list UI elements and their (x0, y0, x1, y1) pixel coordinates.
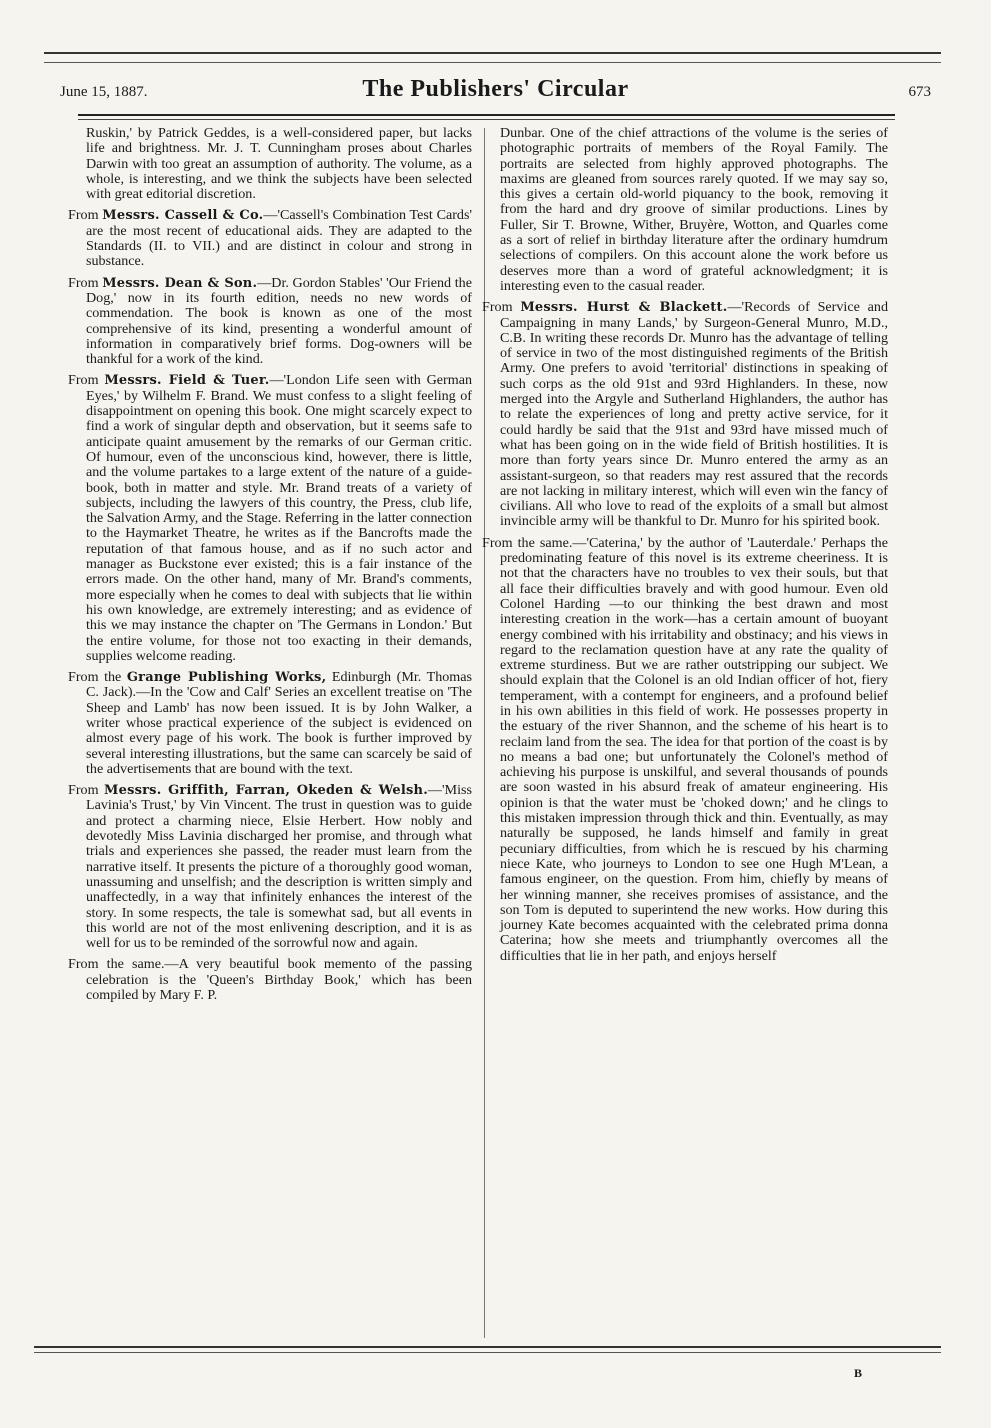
paragraph-lead: From the same. (482, 534, 573, 551)
footer-rule-thin (34, 1352, 941, 1353)
paragraph-lead: From (68, 782, 105, 799)
header-rule (78, 114, 895, 116)
review-text: —'Miss Lavinia's Trust,' by Vin Vincent. The trust in question was to guide and protect a charming niece, Elsie Herbert. How nobly and devotedly Miss Lavinia discharged her promise, and through what trials and experiences she passed, the reader must learn from the narrative itself. It presents the picture of a thoroughly good woman, unassuming and unselfish; and the description is written simply and unaffectedly, in a way that infinitely enhances the interest of the story. In some respects, the tale is somewhat sad, but all events in this world are not of the most enlivening description, and it is as well for us to be reminded of the sorrowful now and again. (86, 782, 472, 952)
review-paragraph (68, 208, 472, 269)
top-border-rule (44, 52, 941, 63)
left-column (68, 126, 472, 1009)
signature-mark: B (854, 1366, 863, 1380)
review-paragraph (68, 957, 472, 1003)
paragraph-lead: From (68, 207, 103, 224)
paragraph-lead: From the same. (68, 956, 165, 973)
footer-rule (34, 1346, 941, 1348)
issue-date: June 15, 1887. (60, 84, 148, 100)
paragraph-lead: From (68, 372, 105, 389)
review-text: Edinburgh (Mr. Thomas C. Jack).—In the 'Cow and Calf' Series an excellent treatise on 'The Sheep and Lamb' has now been issued. It is by John Walker, a writer whose practical experience of the subject is evidenced on almost every page of his work. The book is further improved by several interesting illustrations, but the same can scarcely be said of the advertisements that are bound with the text. (86, 669, 472, 777)
review-text: Dunbar. One of the chief attractions of the volume is the series of photographic portraits of members of the Royal Family. The portraits are selected from highly approved photographs. The maxims are gleaned from sources rarely quoted. If we may say so, this gives a certain old-world piquancy to the book, removing it from the hard and dry groove of similar productions. Lines by Fuller, Sir T. Browne, Wither, Bruyère, Wotton, and Quarles come as a sort of relief in birthday literature after the ordinary humdrum selections of compilers. On this account alone the work before us deserves more than a word of grateful acknowledgment; it is interesting even to the casual reader. (500, 125, 888, 294)
publisher-name: Messrs. Hurst & Blackett. (520, 300, 728, 316)
review-paragraph (68, 276, 472, 368)
header-rule-thin (78, 119, 895, 120)
page-number: 673 (908, 84, 931, 100)
page-header (60, 76, 931, 112)
review-paragraph (482, 300, 888, 529)
paragraph-lead: From (68, 274, 103, 291)
review-text: —Dr. Gordon Stables' 'Our Friend the Dog,' now in its fourth edition, needs no new words of commendation. The book is known as one of the most comprehensive of its kind, presenting a wonderful amount of information in comparatively brief forms. Dog-owners will be thankful for a work of the kind. (86, 274, 472, 368)
review-text: —'Caterina,' by the author of 'Lauterdale.' Perhaps the predominating feature of this novel is its extreme cheeriness. It is not that the characters have no troubles to vex their souls, but that all face their difficulties bravely and with good humour. Even old Colonel Harding —to our thinking the best drawn and most interesting creation in the work—has a certain amount of buoyant energy combined with his irritability and obstinacy; and his views in regard to the reclamation question have at any rate the quality of extreme sturdiness. But we are rather outstripping our subject. We should explain that the Colonel is an old Indian officer of hot, fiery temperament, with a contempt for engineers, and a profound belief in his own abilities in this field of work. He possesses property in the estuary of the river Shannon, and the scheme of his heart is to reclaim land from the sea. The idea for that portion of the coast is by no means a bad one; but unfortunately the Colonel's method of achieving his purpose is unskilful, and several thousands of pounds are soon wasted in his absurd freak of amateur engineering. His opinion is that the water must be 'choked down;' and he clings to this mistaken impression through thick and thin. Eventually, as may naturally be supposed, he lands himself and family in great pecuniary difficulties, from which he is rescued by his charming niece Kate, who journeys to London to see one Hugh M'Lean, a famous engineer, on the question. From him, chiefly by means of her winning manner, she receives promises of assistance, and the son Tom is deputed to superintend the new works. How during this journey Kate becomes acquainted with the celebrated prima donna Caterina; how she meets and triumphantly overcomes all the difficulties that lie in her path, and enjoys herself (500, 534, 888, 964)
paragraph-lead: From (482, 299, 521, 316)
publisher-name: Messrs. Field & Tuer. (104, 373, 270, 389)
review-text: —A very beautiful book memento of the passing celebration is the 'Queen's Birthday Book,' which has been compiled by Mary F. P. (86, 956, 472, 1004)
review-paragraph (68, 126, 472, 202)
paragraph-lead: From the (68, 669, 127, 686)
review-text: —'London Life seen with German Eyes,' by Wilhelm F. Brand. We must confess to a slight feeling of disappointment on opening this book. One might scarcely expect to find a work of singular depth and observation, but it seems safe to anticipate quaint amusement by the remarks of our German critic. Of humour, even of the unconscious kind, however, there is little, and the volume partakes to a large extent of the nature of a guide-book, both in matter and style. Mr. Brand treats of a variety of subjects, including the lawyers of this country, the Press, club life, the Salvation Army, and the Stage. Referring in the latter connection to the Haymarket Theatre, he writes as if the Bancrofts made the reputation of that famous house, and as if no such actor and manager as Buckstone ever existed; this is a fair instance of the errors made. On the other hand, many of Mr. Brand's comments, more especially when he comes to deal with subjects that lie within his own knowledge, are extremely interesting; and as evidence of this we may instance the chapter on 'The Germans in London.' But the entire volume, for those not too exacting in their demands, supplies welcome reading. (86, 372, 472, 664)
review-text: —'Cassell's Combination Test Cards' are the most recent of educational aids. They are adapted to the Standards (II. to VII.) and are distinct in colour and strong in substance. (86, 207, 472, 270)
publication-title: The Publishers' Circular (362, 76, 629, 102)
publisher-name: Messrs. Griffith, Farran, Okeden & Welsh. (104, 783, 428, 799)
publisher-name: Messrs. Dean & Son. (102, 275, 258, 291)
review-paragraph (68, 373, 472, 664)
review-paragraph (68, 783, 472, 951)
review-paragraph (68, 670, 472, 777)
publisher-name: Grange Publishing Works, (126, 670, 327, 686)
publisher-name: Messrs. Cassell & Co. (102, 208, 264, 224)
right-column (482, 126, 888, 970)
review-text: Ruskin,' by Patrick Geddes, is a well-considered paper, but lacks life and brightness. Mr. J. T. Cunningham proses about Charles Darwin with too great an assumption of authority. The volume, as a whole, is interesting, and we think the subjects have been selected with great editorial discretion. (86, 125, 472, 203)
review-text: —'Records of Service and Campaigning in many Lands,' by Surgeon-General Munro, M.D., C.B. In writing these records Dr. Munro has the advantage of telling of service in two of the most distinguished regiments of the British Army. One prefers to avoid 'territorial' distinctions in speaking of such corps as the old 91st and 93rd Highlanders. In these, now merged into the Argyle and Sutherland Highlanders, the author has to relate the experiences of long and pretty active service, for it could hardly be said that the 91st and 93rd have missed much of what has been going on in the wide field of British hostilities. It is more than forty years since Dr. Munro entered the army as an assistant-surgeon, so that readers may rest assured that the records are not lacking in military interest, which will even win the fancy of civilians. All who love to read of the exploits of a small but almost invincible army will be thankful to Dr. Munro for his spirited book. (500, 299, 888, 530)
review-paragraph (482, 126, 888, 294)
review-paragraph (482, 536, 888, 964)
